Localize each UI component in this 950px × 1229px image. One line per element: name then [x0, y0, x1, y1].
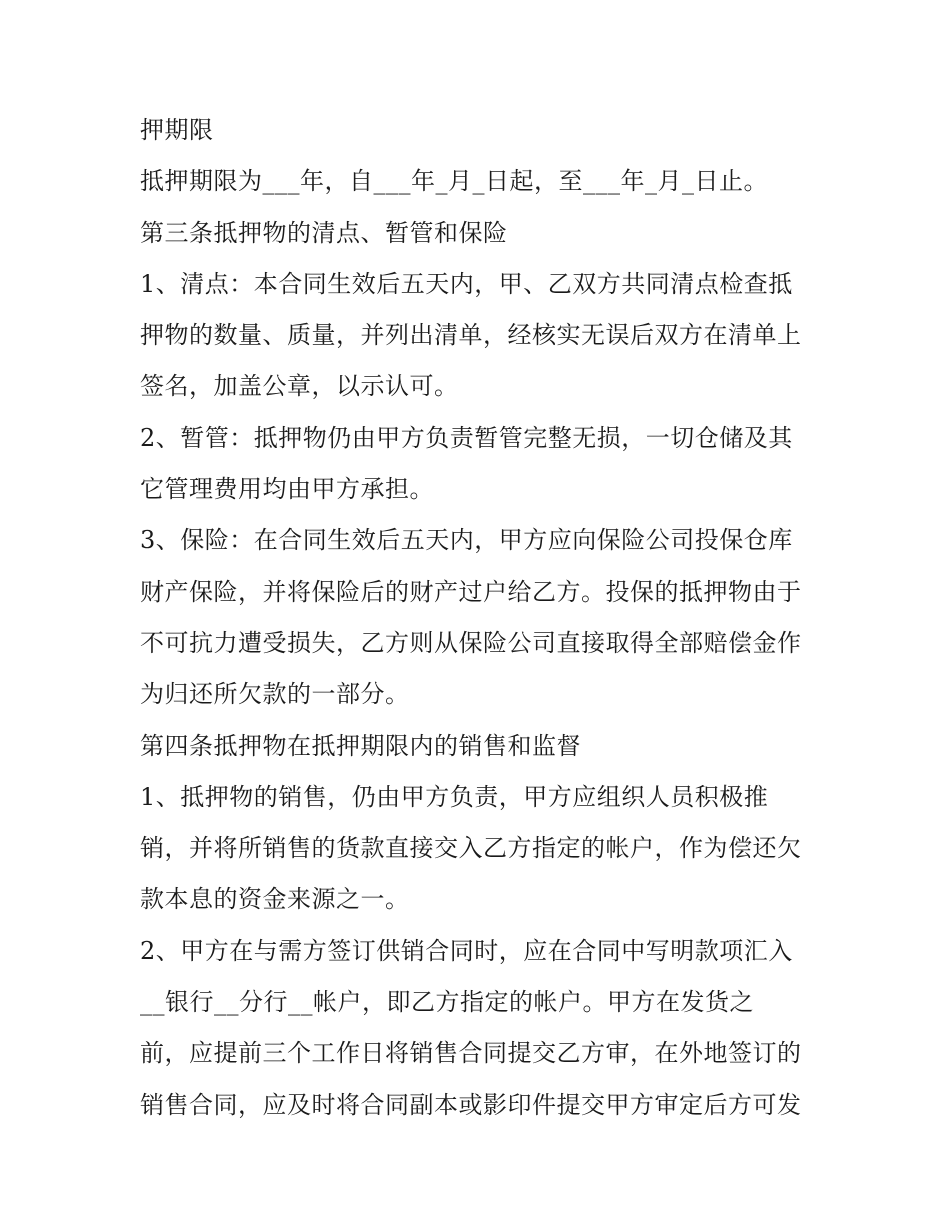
text-line-15: 销，并将所销售的货款直接交入乙方指定的帐户，作为偿还欠: [140, 834, 802, 863]
section-heading-4: 第四条抵押物在抵押期限内的销售和监督: [140, 731, 581, 760]
text-line-16: 款本息的资金来源之一。: [140, 885, 410, 914]
text-line-5: 押物的数量、质量，并列出清单，经核实无误后双方在清单上: [140, 321, 802, 350]
text-line-10: 财产保险，并将保险后的财产过户给乙方。投保的抵押物由于: [140, 577, 802, 606]
text-line-12: 为归还所欠款的一部分。: [140, 680, 410, 709]
text-line-8: 它管理费用均由甲方承担。: [140, 475, 434, 504]
text-line-4: 1、清点：本合同生效后五天内，甲、乙双方共同清点检查抵: [140, 269, 793, 298]
text-line-9: 3、保险：在合同生效后五天内，甲方应向保险公司投保仓库: [140, 526, 793, 555]
text-line-7: 2、暂管：抵押物仍由甲方负责暂管完整无损，一切仓储及其: [140, 423, 793, 452]
text-line-11: 不可抗力遭受损失，乙方则从保险公司直接取得全部赔偿金作: [140, 628, 802, 657]
text-line-19: 前，应提前三个工作日将销售合同提交乙方审，在外地签订的: [140, 1039, 802, 1068]
text-line-20: 销售合同，应及时将合同副本或影印件提交甲方审定后方可发: [140, 1090, 802, 1119]
text-line-6: 签名，加盖公章，以示认可。: [140, 372, 459, 401]
text-line-2: 抵押期限为___年，自___年_月_日起，至___年_月_日止。: [140, 167, 768, 196]
section-heading-3: 第三条抵押物的清点、暂管和保险: [140, 218, 508, 247]
text-line-18: __银行__分行__帐户，即乙方指定的帐户。甲方在发货之: [140, 988, 754, 1017]
text-line-14: 1、抵押物的销售，仍由甲方负责，甲方应组织人员积极推: [140, 782, 769, 811]
text-line-17: 2、甲方在与需方签订供销合同时，应在合同中写明款项汇入: [140, 936, 793, 965]
text-line-1: 押期限: [140, 116, 214, 144]
document-body: [140, 108, 820, 1134]
